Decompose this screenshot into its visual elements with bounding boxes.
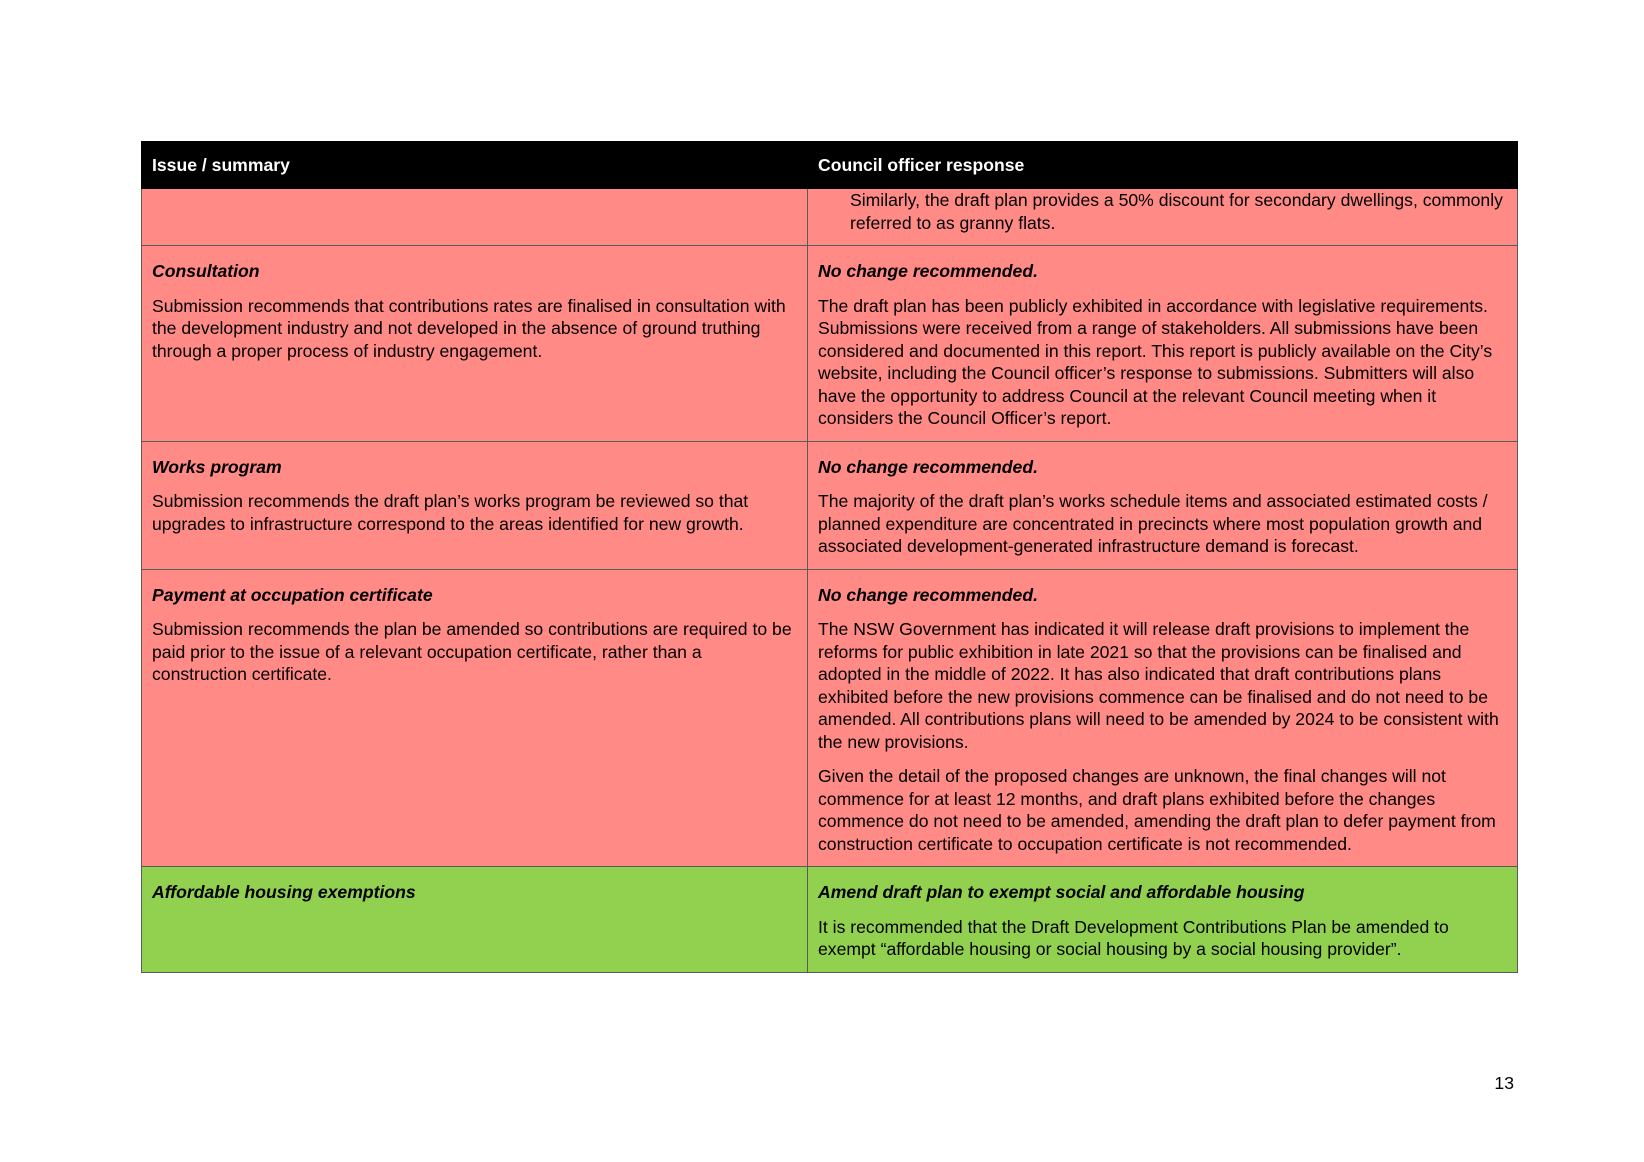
response-cell	[808, 246, 1518, 442]
table-row-consultation	[142, 246, 1518, 442]
response-title: No change recommended.	[818, 261, 1038, 281]
issue-title: Consultation	[152, 261, 260, 281]
response-title: Amend draft plan to exempt social and affordable housing	[818, 882, 1305, 902]
issue-title: Affordable housing exemptions	[152, 882, 416, 902]
table-row-continuation	[142, 189, 1518, 246]
response-title: No change recommended.	[818, 584, 1038, 605]
response-title: No change recommended.	[818, 456, 1038, 477]
response-cell	[808, 441, 1518, 569]
table-header-row	[142, 142, 1518, 189]
response-paragraph: The majority of the draft plan’s works schedule items and associated estimated costs / planned expenditure are concentrated in precincts where most population growth and associated development-generated infrastructure demand is forecast.	[818, 491, 1488, 556]
response-cell	[808, 867, 1518, 973]
issue-text: Submission recommends that contributions rates are finalised in consultation with the development industry and not developed in the absence of ground truthing through a proper process of industry engagement.	[152, 295, 786, 361]
issue-text: Submission recommends the draft plan’s works program be reviewed so that upgrades to infrastructure correspond to the areas identified for new growth.	[152, 491, 749, 534]
issue-cell	[142, 246, 808, 442]
response-paragraph: The NSW Government has indicated it will release draft provisions to implement the reforms for public exhibition in late 2021 so that the provisions can be finalised and adopted in the middle of 2022. It has also indicated that draft contributions plans exhibited before the new provisions commence can be finalised and do not need to be amended. All contributions plans will need to be amended by 2024 to be consistent with the new provisions.	[818, 619, 1499, 752]
header-council-response: Council officer response	[808, 142, 1518, 189]
response-paragraph: Similarly, the draft plan provides a 50% discount for secondary dwellings, commonly referred to as granny flats.	[850, 190, 1503, 233]
issue-cell	[142, 569, 808, 867]
issue-title: Works program	[152, 456, 282, 477]
submissions-table	[141, 141, 1518, 973]
header-issue-summary: Issue / summary	[142, 142, 808, 189]
response-cell	[808, 569, 1518, 867]
response-paragraph: Given the detail of the proposed changes are unknown, the final changes will not commence for at least 12 months, and draft plans exhibited before the changes commence do not need to be amended, amending the draft plan to defer payment from construction certificate to occupation certificate is not recommended.	[818, 766, 1496, 854]
issue-text: Submission recommends the plan be amended so contributions are required to be paid prior to the issue of a relevant occupation certificate, rather than a construction certificate.	[152, 619, 792, 684]
response-paragraph: It is recommended that the Draft Development Contributions Plan be amended to exempt “affordable housing or social housing by a social housing provider”.	[818, 916, 1449, 959]
response-paragraph: The draft plan has been publicly exhibited in accordance with legislative requirements. Submissions were received from a range of stakeholders. All submissions have been considered and documented in this report. This report is publicly available on the City’s website, including the Council officer’s response to submissions. Submitters will also have the opportunity to address Council at the relevant Council meeting when it considers the Council Officer’s report.	[818, 295, 1493, 428]
response-cell	[808, 189, 1518, 246]
issue-cell	[142, 867, 808, 973]
table-row-works-program	[142, 441, 1518, 569]
issue-cell	[142, 189, 808, 246]
page-number: 13	[1494, 1073, 1514, 1093]
issue-title: Payment at occupation certificate	[152, 584, 433, 605]
issue-cell	[142, 441, 808, 569]
table-row-affordable-housing	[142, 867, 1518, 973]
table-row-payment-occupation	[142, 569, 1518, 867]
